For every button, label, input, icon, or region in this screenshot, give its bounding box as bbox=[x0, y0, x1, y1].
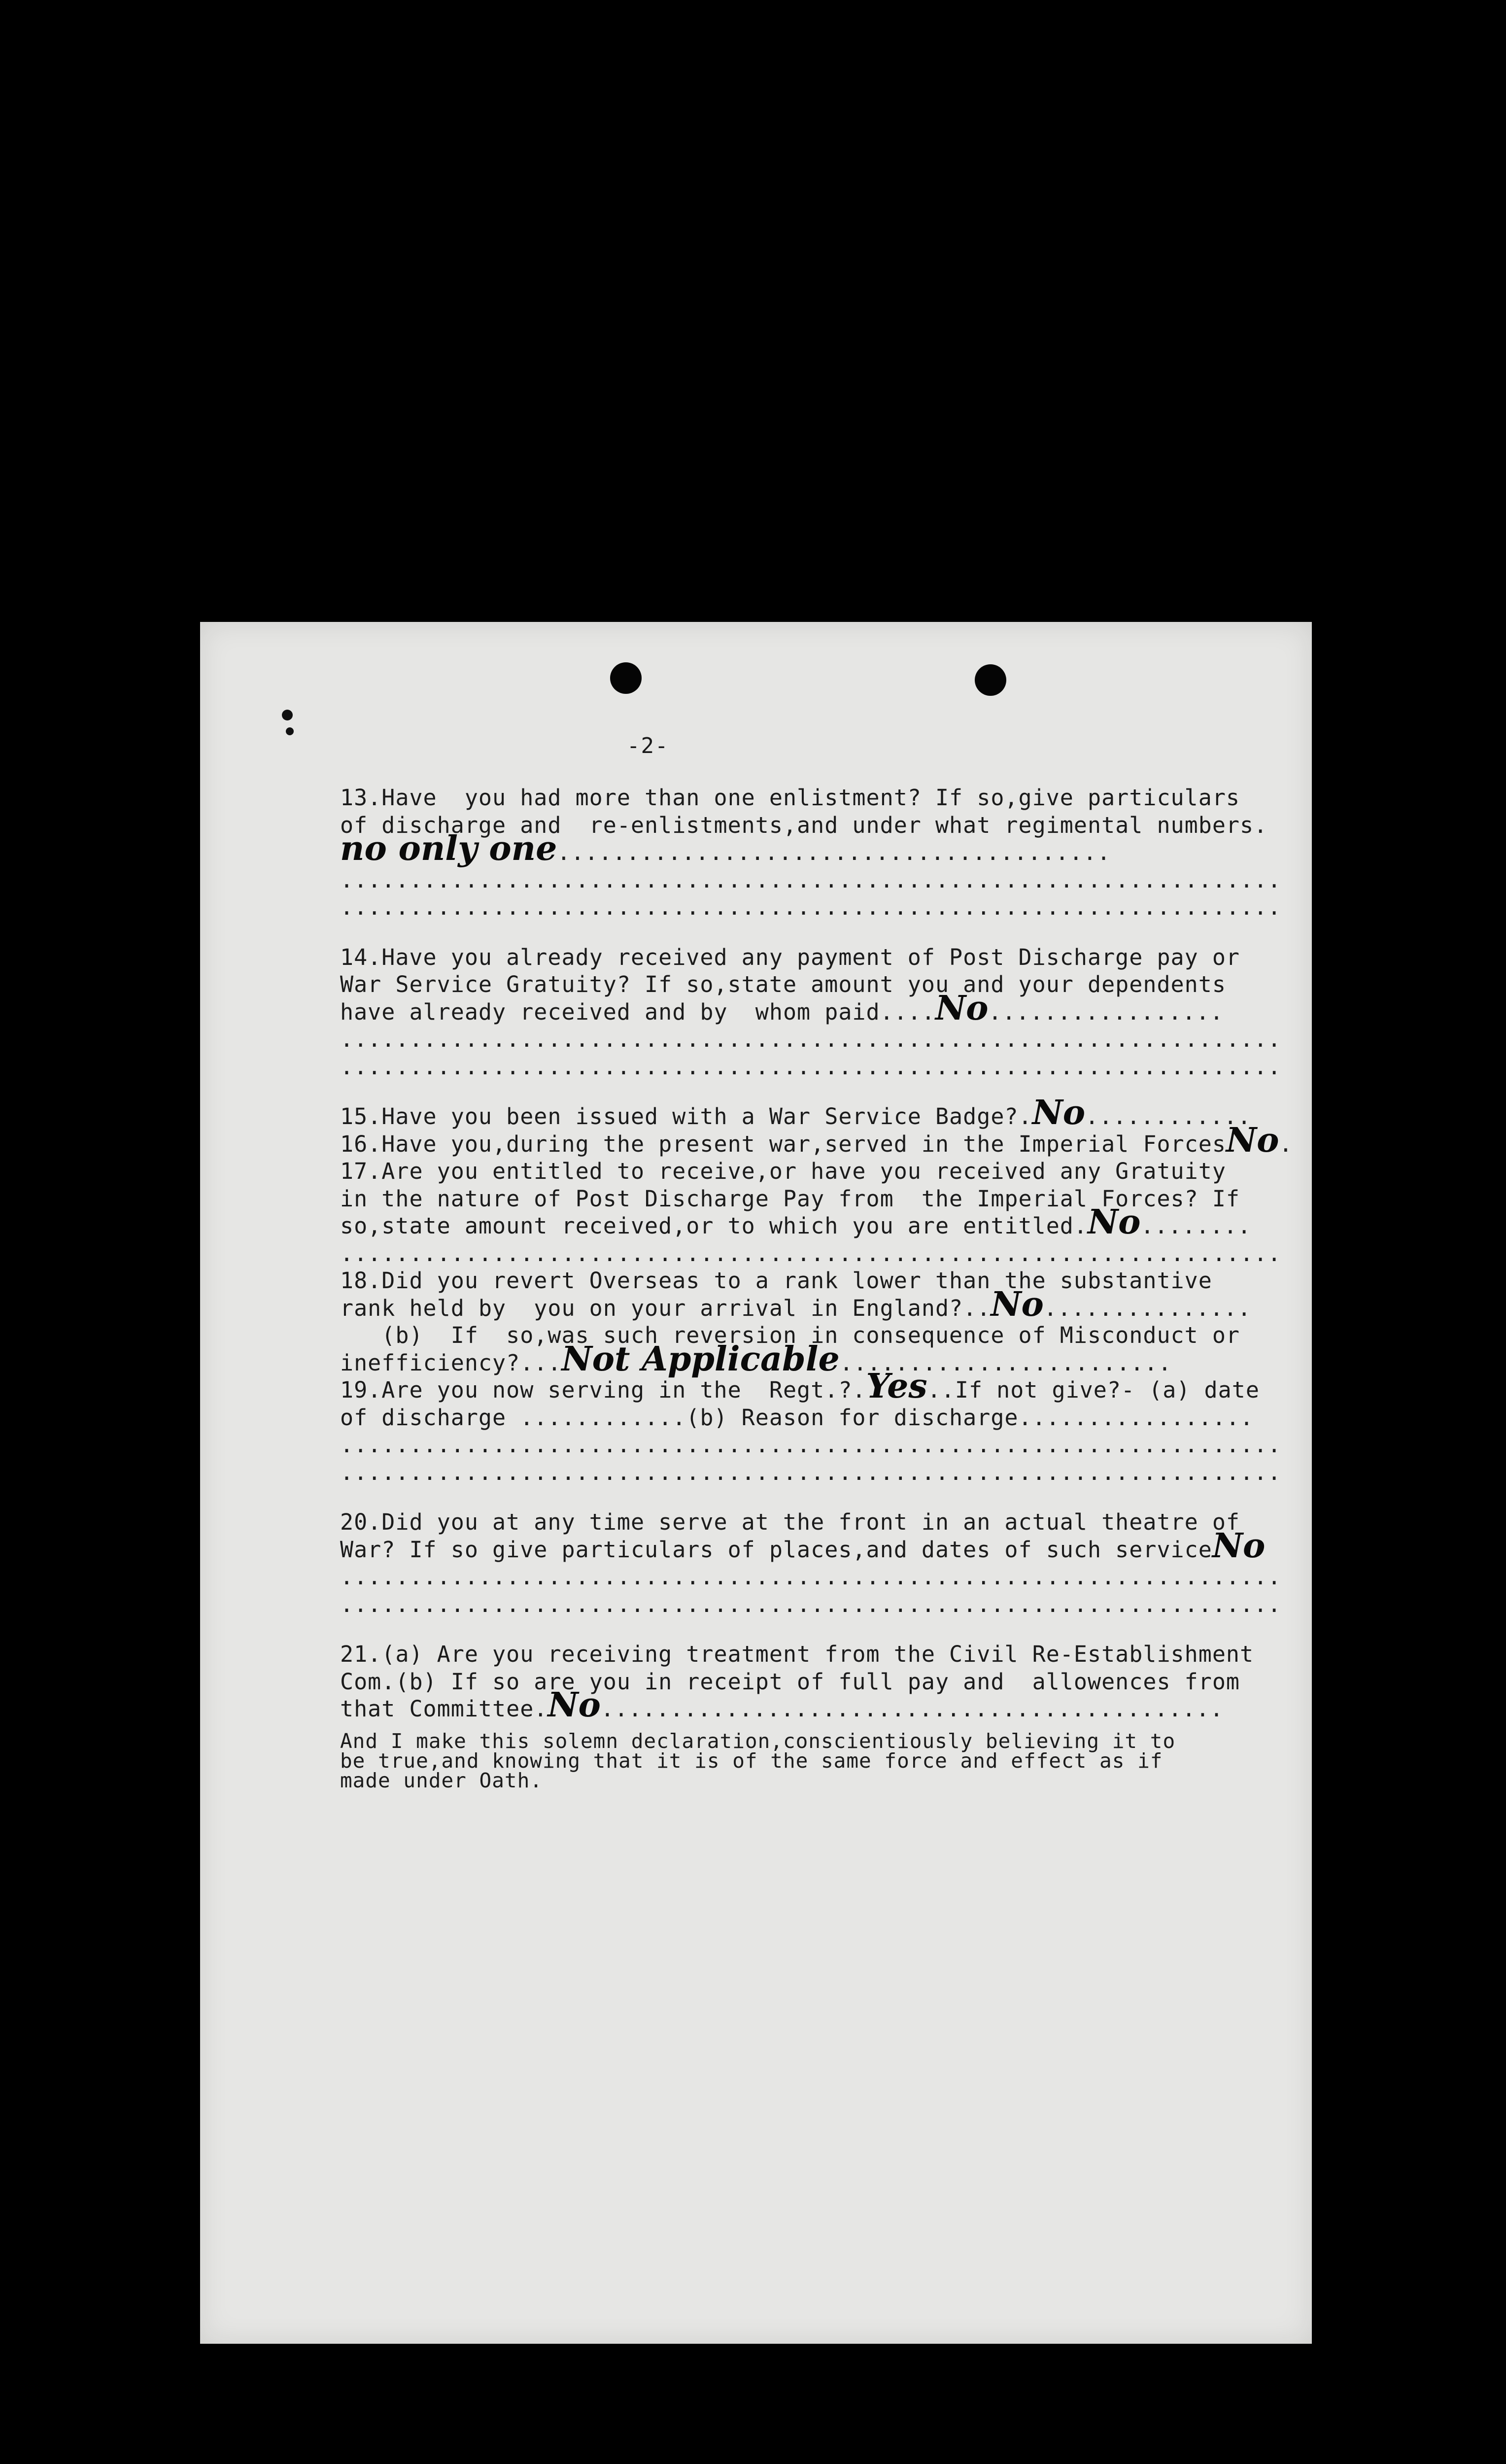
typed-text: .................................................................... bbox=[340, 1591, 1282, 1617]
typed-text: .................................................................... bbox=[340, 894, 1282, 920]
form-line bbox=[340, 1505, 1306, 1533]
handwritten-answer: Yes bbox=[866, 1367, 927, 1406]
form-line bbox=[340, 1401, 1306, 1431]
typed-text: of discharge and re-enlistments,and under what regimental numbers. bbox=[340, 812, 1268, 838]
form-line bbox=[340, 1455, 1306, 1483]
typed-text: so,state amount received,or to which you are entitled. bbox=[340, 1213, 1088, 1239]
typed-text: ........................ bbox=[839, 1349, 1172, 1376]
form-line bbox=[340, 1284, 1306, 1324]
typed-text: ..If not give?- (a) date bbox=[927, 1377, 1260, 1403]
handwritten-answer: No bbox=[1226, 1120, 1279, 1160]
form-line bbox=[340, 1120, 1306, 1160]
typed-text: have already received and by whom paid.... bbox=[340, 998, 935, 1025]
document-page bbox=[200, 622, 1312, 2344]
form-line bbox=[340, 829, 1306, 868]
form-line bbox=[340, 1526, 1306, 1566]
form-line bbox=[340, 1428, 1306, 1458]
typed-text: 18.Did you revert Overseas to a rank lower than the substantive bbox=[340, 1267, 1212, 1294]
typed-text: .................................................................... bbox=[340, 1026, 1282, 1052]
form-line bbox=[340, 863, 1306, 893]
typed-form bbox=[340, 781, 1306, 1790]
typed-text: .................................................................... bbox=[340, 1564, 1282, 1590]
typed-text: .................................................................... bbox=[340, 1459, 1282, 1485]
form-line bbox=[340, 1236, 1306, 1264]
form-line bbox=[340, 1202, 1306, 1242]
typed-text: of discharge ............(b) Reason for discharge................. bbox=[340, 1404, 1254, 1431]
typed-text: inefficiency?... bbox=[340, 1349, 562, 1376]
typed-text: Com.(b) If so are you in receipt of full pay and allowences from bbox=[340, 1668, 1240, 1695]
typed-text: ........ bbox=[1140, 1213, 1252, 1239]
punch-hole-left bbox=[610, 662, 642, 694]
typed-text: . bbox=[1279, 1130, 1293, 1157]
typed-text: .................................................................... bbox=[340, 1240, 1282, 1266]
declaration-line: And I make this solemn declaration,conscientiously believing it to bbox=[340, 1729, 1176, 1753]
handwritten-answer: No bbox=[548, 1685, 601, 1725]
form-line bbox=[340, 1637, 1306, 1665]
typed-text: 14.Have you already received any payment of Post Discharge pay or bbox=[340, 944, 1240, 970]
handwritten-answer: No bbox=[935, 988, 989, 1028]
typed-text: 13.Have you had more than one enlistment? If so,give particulars bbox=[340, 785, 1240, 811]
form-line bbox=[340, 967, 1306, 995]
declaration-line: be true,and knowing that it is of the same force and effect as if bbox=[340, 1748, 1163, 1773]
handwritten-answer: no only one bbox=[340, 829, 557, 868]
handwritten-answer: Not Applicable bbox=[561, 1339, 840, 1379]
form-line bbox=[340, 781, 1306, 811]
typed-text: 16.Have you,during the present war,served in the Imperial Forces bbox=[340, 1130, 1226, 1157]
typed-text: War Service Gratuity? If so,state amount you and your dependents bbox=[340, 971, 1226, 997]
handwritten-answer: No bbox=[1212, 1526, 1266, 1566]
typed-text: in the nature of Post Discharge Pay from the Imperial Forces? If bbox=[340, 1185, 1240, 1212]
page-number: -2- bbox=[627, 733, 669, 758]
typed-text: ............ bbox=[1085, 1103, 1252, 1129]
form-line bbox=[340, 1093, 1306, 1132]
handwritten-answer: No bbox=[991, 1284, 1044, 1324]
form-line bbox=[340, 1367, 1306, 1406]
typed-text: 20.Did you at any time serve at the front in an actual theatre of bbox=[340, 1509, 1240, 1535]
typed-text: ........................................ bbox=[557, 839, 1111, 865]
handwritten-answer: No bbox=[1032, 1093, 1086, 1132]
typed-text: 21.(a) Are you receiving treatment from the Civil Re-Establishment bbox=[340, 1641, 1254, 1667]
handwritten-answer: No bbox=[1087, 1202, 1141, 1242]
ink-mark bbox=[286, 727, 294, 735]
typed-text: 17.Are you entitled to receive,or have you received any Gratuity bbox=[340, 1158, 1226, 1184]
form-line bbox=[340, 1587, 1306, 1615]
form-line bbox=[340, 890, 1306, 918]
form-line bbox=[340, 1560, 1306, 1590]
typed-text: .................................................................... bbox=[340, 1053, 1282, 1080]
form-line bbox=[340, 1050, 1306, 1080]
typed-text: that Committee. bbox=[340, 1696, 548, 1722]
ink-mark bbox=[282, 710, 293, 720]
form-line bbox=[340, 1665, 1306, 1695]
typed-text: .................................................................... bbox=[340, 866, 1282, 893]
typed-text: rank held by you on your arrival in England?.. bbox=[340, 1295, 991, 1321]
form-line bbox=[340, 1339, 1306, 1379]
typed-text: 19.Are you now serving in the Regt.?. bbox=[340, 1377, 866, 1403]
typed-text: ............................................. bbox=[600, 1696, 1224, 1722]
form-line bbox=[340, 940, 1306, 968]
typed-text: (b) If so,was such reversion in consequence of Misconduct or bbox=[340, 1322, 1240, 1348]
form-line bbox=[340, 1264, 1306, 1294]
typed-text: ................. bbox=[988, 998, 1224, 1025]
form-line bbox=[340, 1154, 1306, 1182]
form-line bbox=[340, 1182, 1306, 1212]
form-line bbox=[340, 1022, 1306, 1050]
punch-hole-right bbox=[975, 664, 1006, 696]
declaration-line: made under Oath. bbox=[340, 1768, 543, 1792]
typed-text: 15.Have you been issued with a War Service Badge?. bbox=[340, 1103, 1032, 1129]
form-line bbox=[340, 1685, 1306, 1725]
typed-text: War? If so give particulars of places,and dates of such service bbox=[340, 1536, 1212, 1563]
typed-text: .................................................................... bbox=[340, 1432, 1282, 1458]
form-line bbox=[340, 988, 1306, 1028]
typed-text: ............... bbox=[1043, 1295, 1252, 1321]
